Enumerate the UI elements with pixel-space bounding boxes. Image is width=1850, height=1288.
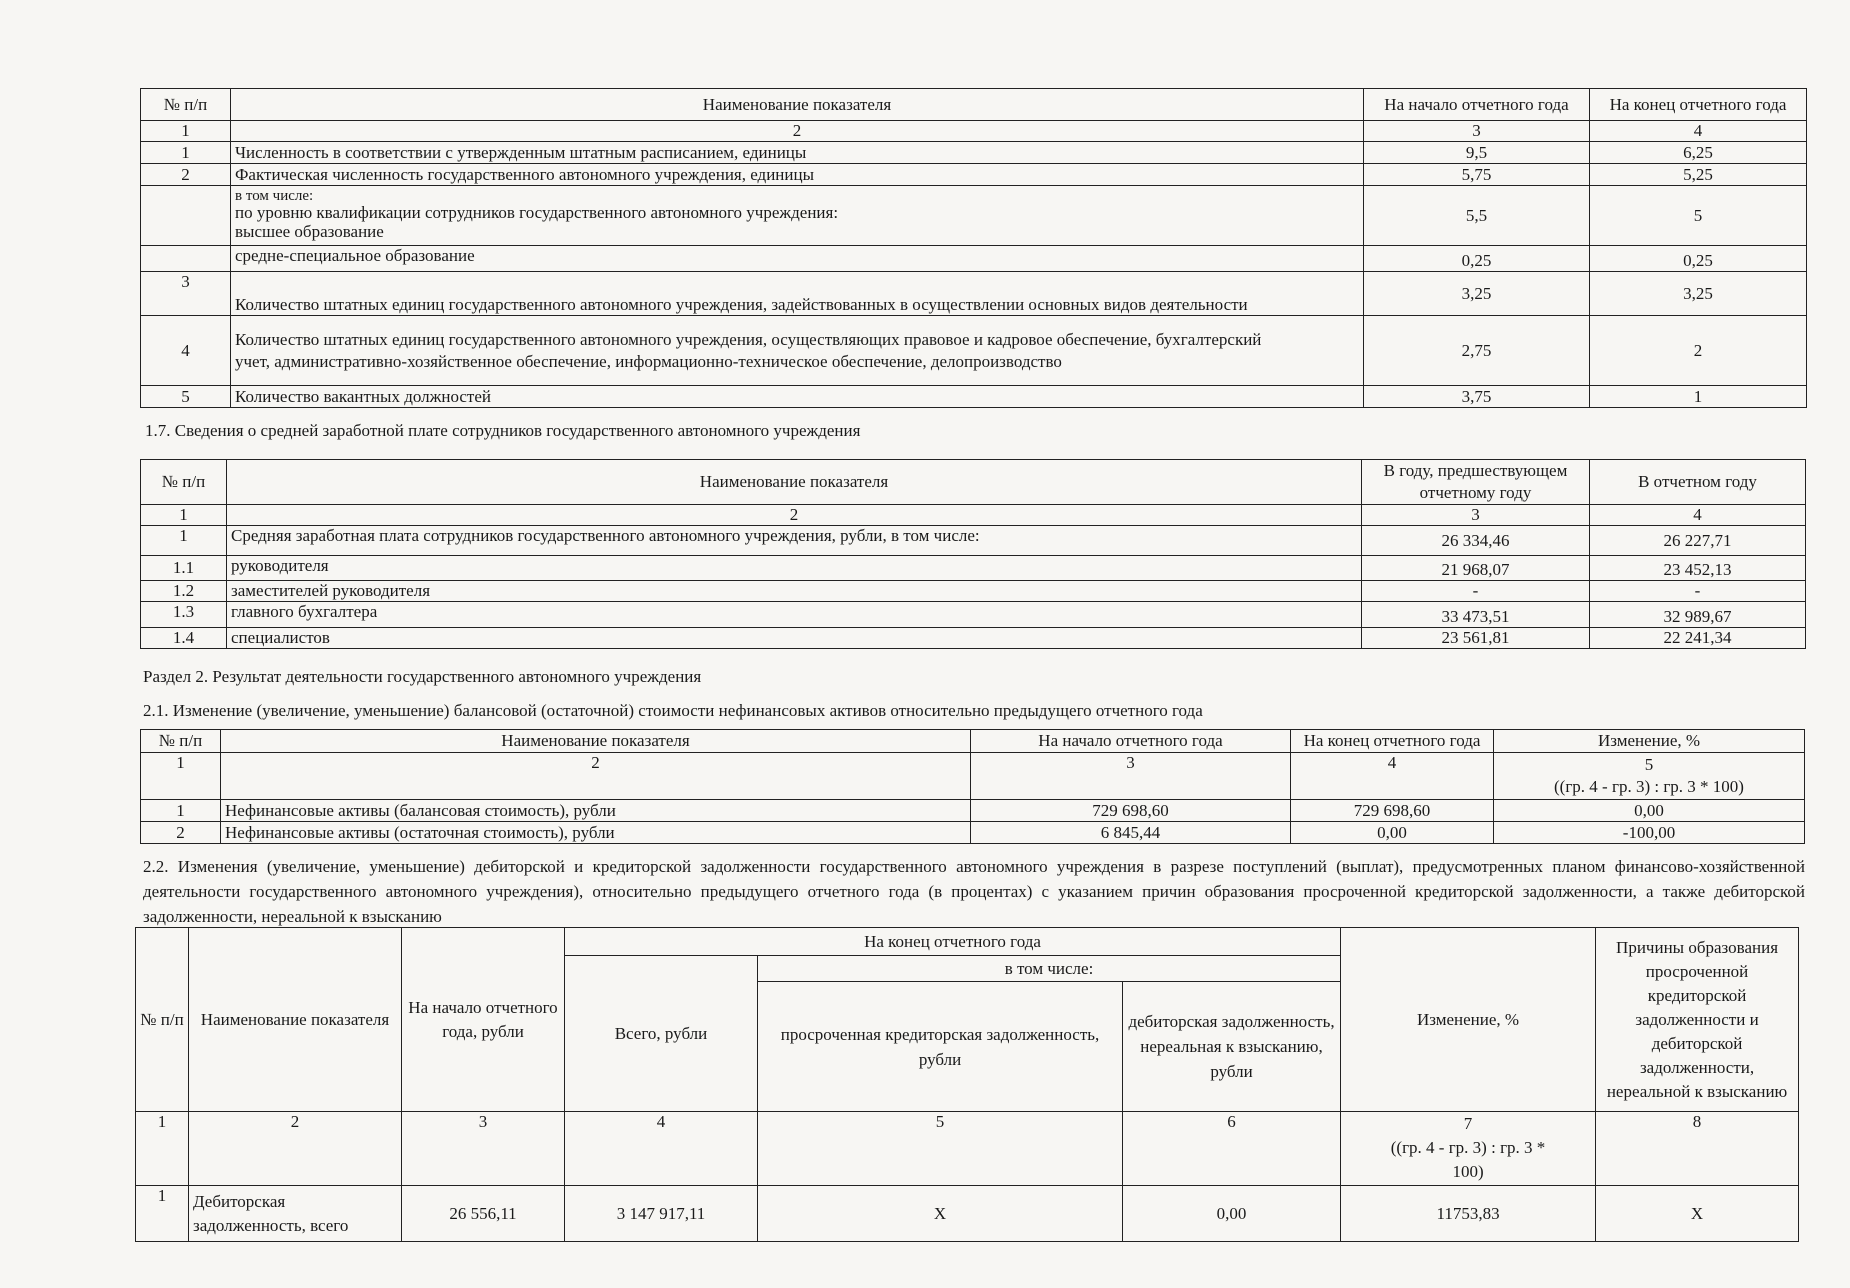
row-start: 5,5 bbox=[1364, 186, 1590, 246]
col-number-5 bbox=[1494, 753, 1805, 800]
col-number-7 bbox=[1341, 1112, 1596, 1186]
col-number: 6 bbox=[1123, 1112, 1341, 1186]
salary-table bbox=[140, 459, 1806, 649]
header-change: Изменение, % bbox=[1341, 928, 1596, 1112]
row-name: Дебиторская задолженность, всего bbox=[189, 1186, 402, 1242]
row-start: 9,5 bbox=[1364, 142, 1590, 164]
row-end: 0,00 bbox=[1291, 822, 1494, 844]
header-name: Наименование показателя bbox=[231, 89, 1364, 121]
row-name: Нефинансовые активы (балансовая стоимость), рубли bbox=[221, 800, 971, 822]
row-prev: - bbox=[1362, 581, 1590, 602]
row-start: 3,75 bbox=[1364, 386, 1590, 408]
col-number: 2 bbox=[227, 505, 1362, 526]
row-num: 1.3 bbox=[141, 602, 227, 628]
row-prev: 21 968,07 bbox=[1362, 556, 1590, 581]
row-num bbox=[141, 246, 231, 272]
row-name: руководителя bbox=[227, 556, 1362, 581]
row-name: Нефинансовые активы (остаточная стоимость), рубли bbox=[221, 822, 971, 844]
table-header-row bbox=[136, 928, 1799, 956]
row-cur: 22 241,34 bbox=[1590, 628, 1806, 649]
header-name: Наименование показателя bbox=[189, 928, 402, 1112]
table-header-row bbox=[141, 460, 1806, 505]
row-name: заместителей руководителя bbox=[227, 581, 1362, 602]
col-number: 4 bbox=[565, 1112, 758, 1186]
table-row bbox=[141, 186, 1807, 246]
col-number: 3 bbox=[1362, 505, 1590, 526]
header-name: Наименование показателя bbox=[221, 730, 971, 753]
header-total: Всего, рубли bbox=[565, 956, 758, 1112]
header-end: На конец отчетного года bbox=[1291, 730, 1494, 753]
row-name: Фактическая численность государственного автономного учреждения, единицы bbox=[231, 164, 1364, 186]
row-prev: 23 561,81 bbox=[1362, 628, 1590, 649]
row-num: 1.4 bbox=[141, 628, 227, 649]
header-end: На конец отчетного года bbox=[1590, 89, 1807, 121]
header-num: № п/п bbox=[141, 730, 221, 753]
row-name: главного бухгалтера bbox=[227, 602, 1362, 628]
col-number: 5 bbox=[1644, 755, 1654, 774]
table-row bbox=[141, 164, 1807, 186]
header-prev: В году, предшествующем отчетному году bbox=[1362, 460, 1590, 505]
row-num: 2 bbox=[141, 822, 221, 844]
row-name: Средняя заработная плата сотрудников государственного автономного учреждения, рубли, в том числе: bbox=[227, 526, 1362, 556]
section-2-title: Раздел 2. Результат деятельности государственного автономного учреждения bbox=[143, 667, 702, 686]
row-start: 729 698,60 bbox=[971, 800, 1291, 822]
debt-table bbox=[135, 927, 1799, 1242]
table-row bbox=[141, 526, 1806, 556]
row-num: 1.1 bbox=[141, 556, 227, 581]
column-number-row bbox=[141, 121, 1807, 142]
row-end: 2 bbox=[1590, 316, 1807, 386]
row-name-line: высшее образование bbox=[235, 221, 384, 241]
table-row bbox=[141, 800, 1805, 822]
header-overdue: просроченная кредиторская задолженность, рубли bbox=[758, 982, 1123, 1112]
column-number-row bbox=[141, 505, 1806, 526]
row-receivable: 0,00 bbox=[1123, 1186, 1341, 1242]
col-number: 1 bbox=[141, 753, 221, 800]
row-end: 5 bbox=[1590, 186, 1807, 246]
table-row bbox=[141, 581, 1806, 602]
table-row bbox=[141, 246, 1807, 272]
row-start: 2,75 bbox=[1364, 316, 1590, 386]
row-prev: 33 473,51 bbox=[1362, 602, 1590, 628]
row-start: 6 845,44 bbox=[971, 822, 1291, 844]
header-incl: в том числе: bbox=[758, 956, 1341, 982]
row-prev: 26 334,46 bbox=[1362, 526, 1590, 556]
col-number: 4 bbox=[1590, 505, 1806, 526]
row-num: 1 bbox=[141, 526, 227, 556]
row-end: 729 698,60 bbox=[1291, 800, 1494, 822]
row-name: Количество штатных единиц государственного автономного учреждения, задействованных в осуществлении основных видов деятельности bbox=[231, 272, 1364, 316]
col-number: 4 bbox=[1590, 121, 1807, 142]
header-change: Изменение, % bbox=[1494, 730, 1805, 753]
row-name-line: по уровню квалификации сотрудников государственного автономного учреждения: bbox=[235, 202, 839, 222]
row-name: специалистов bbox=[227, 628, 1362, 649]
header-end-group: На конец отчетного года bbox=[565, 928, 1341, 956]
row-name bbox=[231, 186, 1364, 246]
row-num: 2 bbox=[141, 164, 231, 186]
row-end: 1 bbox=[1590, 386, 1807, 408]
col-number: 7 bbox=[1463, 1114, 1473, 1133]
table-row bbox=[141, 386, 1807, 408]
row-start: 5,75 bbox=[1364, 164, 1590, 186]
header-start: На начало отчетного года bbox=[1364, 89, 1590, 121]
row-end: 0,25 bbox=[1590, 246, 1807, 272]
col-number: 2 bbox=[231, 121, 1364, 142]
header-num: № п/п bbox=[141, 460, 227, 505]
col-formula: ((гр. 4 - гр. 3) : гр. 3 * 100) bbox=[1390, 1138, 1546, 1181]
table-row bbox=[136, 1186, 1799, 1242]
row-change: -100,00 bbox=[1494, 822, 1805, 844]
header-start: На начало отчетного года bbox=[971, 730, 1291, 753]
row-num: 5 bbox=[141, 386, 231, 408]
col-formula: ((гр. 4 - гр. 3) : гр. 3 * 100) bbox=[1554, 777, 1744, 796]
nonfinancial-assets-table bbox=[140, 729, 1805, 844]
row-cur: - bbox=[1590, 581, 1806, 602]
row-num: 1 bbox=[141, 142, 231, 164]
section-1-7-title: 1.7. Сведения о средней заработной плате сотрудников государственного автономного учреждения bbox=[145, 421, 861, 440]
row-change: 11753,83 bbox=[1341, 1186, 1596, 1242]
table-header-row bbox=[141, 89, 1807, 121]
col-number: 3 bbox=[1364, 121, 1590, 142]
row-name bbox=[231, 316, 1364, 386]
col-number: 4 bbox=[1291, 753, 1494, 800]
header-reasons: Причины образования просроченной кредиторской задолженности и дебиторской задолженности, нереальной к взысканию bbox=[1596, 928, 1799, 1112]
row-num: 3 bbox=[141, 272, 231, 316]
row-cur: 23 452,13 bbox=[1590, 556, 1806, 581]
col-number: 3 bbox=[402, 1112, 565, 1186]
table-row bbox=[141, 316, 1807, 386]
row-reasons: X bbox=[1596, 1186, 1799, 1242]
table-row bbox=[141, 142, 1807, 164]
header-num: № п/п bbox=[136, 928, 189, 1112]
section-2-1-title: 2.1. Изменение (увеличение, уменьшение) балансовой (остаточной) стоимости нефинансовых активов относительно предыдущего отчетного года bbox=[143, 701, 1203, 720]
table-row bbox=[141, 602, 1806, 628]
row-cur: 26 227,71 bbox=[1590, 526, 1806, 556]
row-start: 0,25 bbox=[1364, 246, 1590, 272]
header-name: Наименование показателя bbox=[227, 460, 1362, 505]
row-end: 3,25 bbox=[1590, 272, 1807, 316]
table-header-row bbox=[141, 730, 1805, 753]
row-num: 1 bbox=[141, 800, 221, 822]
row-name-line: Количество штатных единиц государственного автономного учреждения, осуществляющих правовое и кадровое обеспечение, бухгалтерский bbox=[235, 329, 1262, 349]
header-receivable: дебиторская задолженность, нереальная к взысканию, рубли bbox=[1123, 982, 1341, 1112]
row-total: 3 147 917,11 bbox=[565, 1186, 758, 1242]
section-2-2-text: 2.2. Изменения (увеличение, уменьшение) дебиторской и кредиторской задолженности государственного автономного учреждения в разрезе поступлений (выплат), предусмотренных планом финансово-хозяйственной деятельности государственного автономного учреждения), относительно предыдущего отчетного года (в процентах) с указанием причин образования просроченной кредиторской задолженности, а также дебиторской задолженности, нереальной к взысканию bbox=[143, 857, 1805, 926]
col-number: 2 bbox=[221, 753, 971, 800]
table-row bbox=[141, 628, 1806, 649]
table-row bbox=[141, 272, 1807, 316]
staff-table bbox=[140, 88, 1807, 408]
row-cur: 32 989,67 bbox=[1590, 602, 1806, 628]
row-end: 6,25 bbox=[1590, 142, 1807, 164]
row-name: средне-специальное образование bbox=[231, 246, 1364, 272]
col-number: 2 bbox=[189, 1112, 402, 1186]
row-name-line: в том числе: bbox=[235, 190, 314, 203]
row-name-line: учет, административно-хозяйственное обеспечение, информационно-техническое обеспечение, делопроизводство bbox=[235, 351, 1062, 371]
header-num: № п/п bbox=[141, 89, 231, 121]
row-change: 0,00 bbox=[1494, 800, 1805, 822]
col-number: 3 bbox=[971, 753, 1291, 800]
row-end: 5,25 bbox=[1590, 164, 1807, 186]
row-name: Численность в соответствии с утвержденным штатным расписанием, единицы bbox=[231, 142, 1364, 164]
header-cur: В отчетном году bbox=[1590, 460, 1806, 505]
col-number: 1 bbox=[141, 505, 227, 526]
col-number: 1 bbox=[136, 1112, 189, 1186]
row-start: 3,25 bbox=[1364, 272, 1590, 316]
column-number-row bbox=[141, 753, 1805, 800]
col-number: 1 bbox=[141, 121, 231, 142]
header-start: На начало отчетного года, рубли bbox=[402, 928, 565, 1112]
col-number: 8 bbox=[1596, 1112, 1799, 1186]
row-num: 1 bbox=[136, 1186, 189, 1242]
column-number-row bbox=[136, 1112, 1799, 1186]
table-row bbox=[141, 822, 1805, 844]
row-start: 26 556,11 bbox=[402, 1186, 565, 1242]
row-overdue: X bbox=[758, 1186, 1123, 1242]
row-num bbox=[141, 186, 231, 246]
col-number: 5 bbox=[758, 1112, 1123, 1186]
table-row bbox=[141, 556, 1806, 581]
row-name: Количество вакантных должностей bbox=[231, 386, 1364, 408]
row-num: 4 bbox=[141, 316, 231, 386]
row-num: 1.2 bbox=[141, 581, 227, 602]
